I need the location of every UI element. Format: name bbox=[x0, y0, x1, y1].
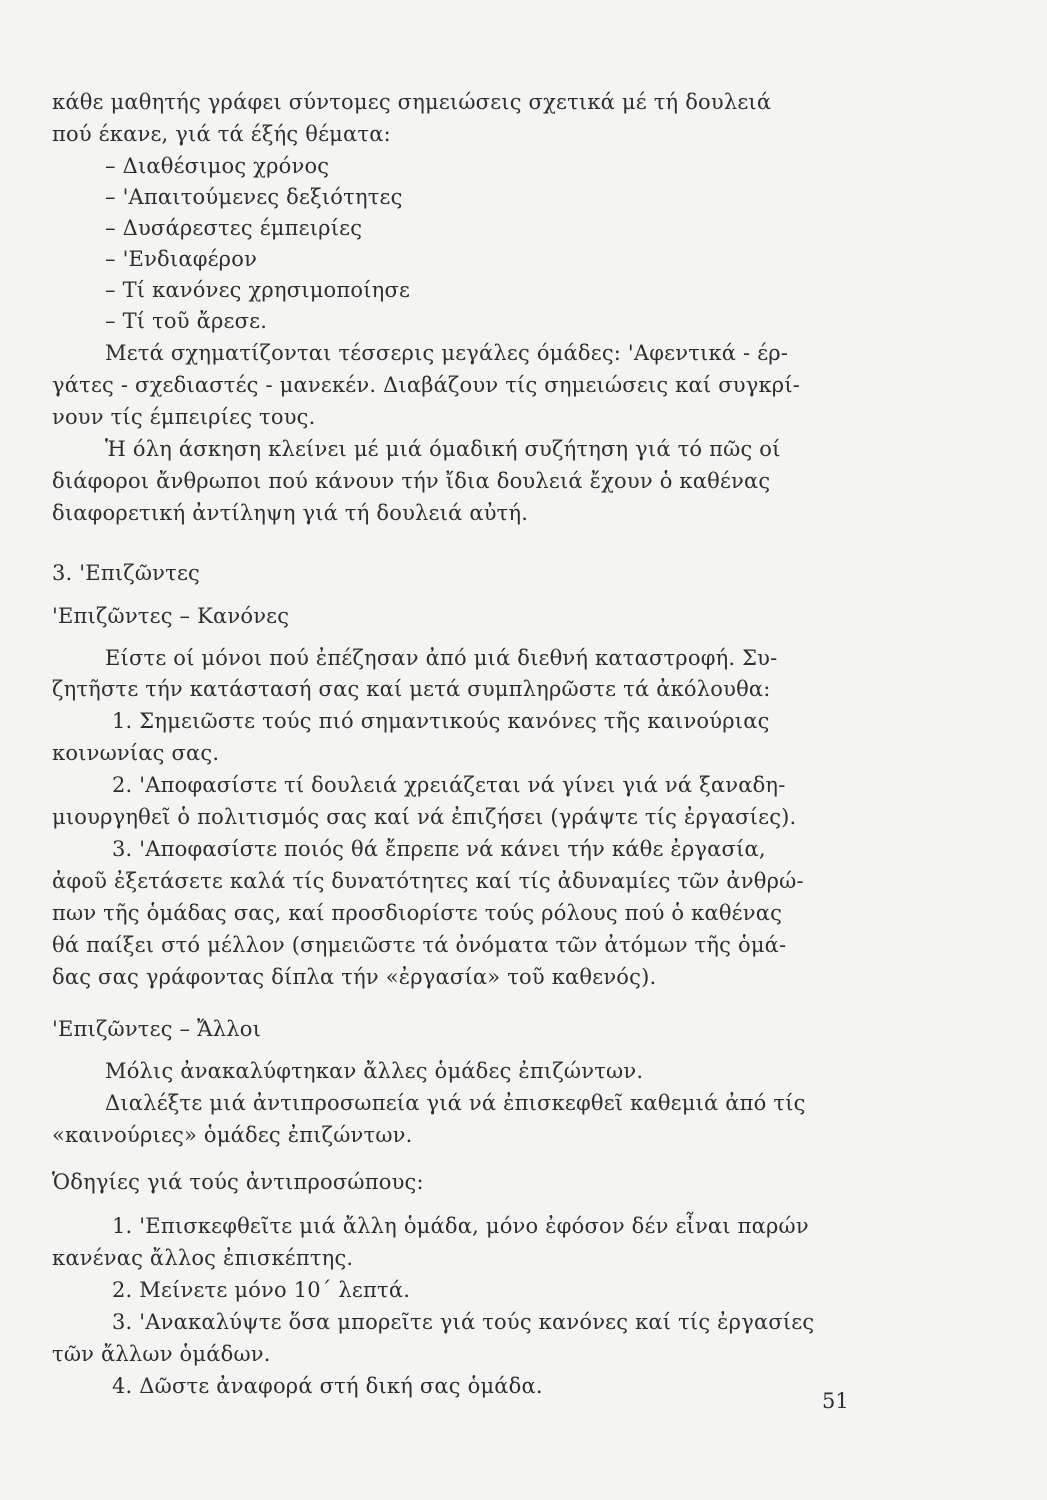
text-line: πων τῆς ὁμάδας σας, καί προσδιορίστε τούς ρόλους πού ὁ καθένας bbox=[52, 901, 783, 925]
list-item: – Δυσάρεστες έμπειρίες bbox=[105, 216, 363, 240]
subsection-title: Ὁδηγίες γιά τούς ἀντιπροσώπους: bbox=[52, 1170, 424, 1194]
text-line: Μόλις ἀνακαλύφτηκαν ἄλλες ὁμάδες ἐπιζώντων. bbox=[105, 1059, 644, 1083]
text-line: πού έκανε, γιά τά έξής θέματα: bbox=[52, 122, 391, 146]
text-line: 3. 'Αποφασίστε ποιός θά ἔπρεπε νά κάνει τήν κάθε ἐργασία, bbox=[112, 837, 766, 861]
text-line: 2. 'Αποφασίστε τί δουλειά χρειάζεται νά γίνει γιά νά ξαναδη- bbox=[112, 773, 786, 797]
text-line: 4. Δῶστε ἀναφορά στή δική σας ὁμάδα. bbox=[112, 1374, 543, 1398]
text-line: γάτες - σχεδιαστές - μανεκέν. Διαβάζουν τίς σημειώσεις καί συγκρί- bbox=[52, 373, 801, 397]
text-line: 1. 'Επισκεφθεῖτε μιά ἄλλη ὁμάδα, μόνο ἐφόσον δέν εἶναι παρών bbox=[112, 1214, 809, 1238]
list-item: – Τί τοῦ ἄρεσε. bbox=[105, 309, 268, 333]
text-line: θά παίξει στό μέλλον (σημειῶστε τά ὀνόματα τῶν ἀτόμων τῆς ὁμά- bbox=[52, 933, 787, 957]
text-line: τῶν ἄλλων ὁμάδων. bbox=[52, 1342, 271, 1366]
text-line: κάθε μαθητής γράφει σύντομες σημειώσεις σχετικά μέ τή δουλειά bbox=[52, 90, 772, 114]
subsection-title: 'Επιζῶντες – Ἄλλοι bbox=[52, 1017, 262, 1041]
text-line: νουν τίς έμπειρίες τους. bbox=[52, 405, 316, 429]
page-number: 51 bbox=[822, 1389, 849, 1413]
text-line: δας σας γράφοντας δίπλα τήν «ἐργασία» τοῦ καθενός). bbox=[52, 965, 657, 989]
text-line: 1. Σημειῶστε τούς πιό σημαντικούς κανόνες τῆς καινούριας bbox=[112, 709, 770, 733]
text-line: ἀφοῦ ἐξετάσετε καλά τίς δυνατότητες καί τίς ἀδυναμίες τῶν ἀνθρώ- bbox=[52, 869, 804, 893]
text-line: Ἡ όλη άσκηση κλείνει μέ μιά όμαδική συζήτηση γιά τό πῶς οί bbox=[105, 437, 781, 461]
text-line: κοινωνίας σας. bbox=[52, 741, 220, 765]
text-line: μιουργηθεῖ ὁ πολιτισμός σας καί νά ἐπιζήσει (γράψτε τίς ἐργασίες). bbox=[52, 805, 797, 829]
list-item: – Διαθέσιμος χρόνος bbox=[105, 154, 330, 178]
list-item: – Τί κανόνες χρησιμοποίησε bbox=[105, 278, 411, 302]
subsection-title: 'Επιζῶντες – Κανόνες bbox=[52, 604, 290, 628]
text-line: Διαλέξτε μιά ἀντιπροσωπεία γιά νά ἐπισκεφθεῖ καθεμιά ἀπό τίς bbox=[105, 1091, 806, 1115]
text-line: 2. Μείνετε μόνο 10΄ λεπτά. bbox=[112, 1278, 411, 1302]
text-line: 3. 'Ανακαλύψτε ὅσα μπορεῖτε γιά τούς κανόνες καί τίς ἐργασίες bbox=[112, 1310, 815, 1334]
text-line: «καινούριες» ὁμάδες ἐπιζώντων. bbox=[52, 1123, 413, 1147]
list-item: – 'Ενδιαφέρον bbox=[105, 247, 258, 271]
text-line: διάφοροι ἄνθρωποι πού κάνουν τήν ἴδια δουλειά ἔχουν ὁ καθένας bbox=[52, 469, 771, 493]
text-line: κανένας ἄλλος ἐπισκέπτης. bbox=[52, 1246, 354, 1270]
section-heading: 3. 'Επιζῶντες bbox=[52, 561, 200, 585]
text-line: ζητῆστε τήν κατάστασή σας καί μετά συμπληρῶστε τά ἀκόλουθα: bbox=[52, 677, 771, 701]
text-line: διαφορετική ἀντίληψη γιά τή δουλειά αὐτή. bbox=[52, 501, 529, 525]
text-line: Είστε οί μόνοι πού ἐπέζησαν ἀπό μιά διεθνή καταστροφή. Συ- bbox=[105, 646, 778, 670]
list-item: – 'Απαιτούμενες δεξιότητες bbox=[105, 185, 403, 209]
text-line: Μετά σχηματίζονται τέσσερις μεγάλες όμάδες: 'Αφεντικά - έρ- bbox=[105, 341, 789, 365]
